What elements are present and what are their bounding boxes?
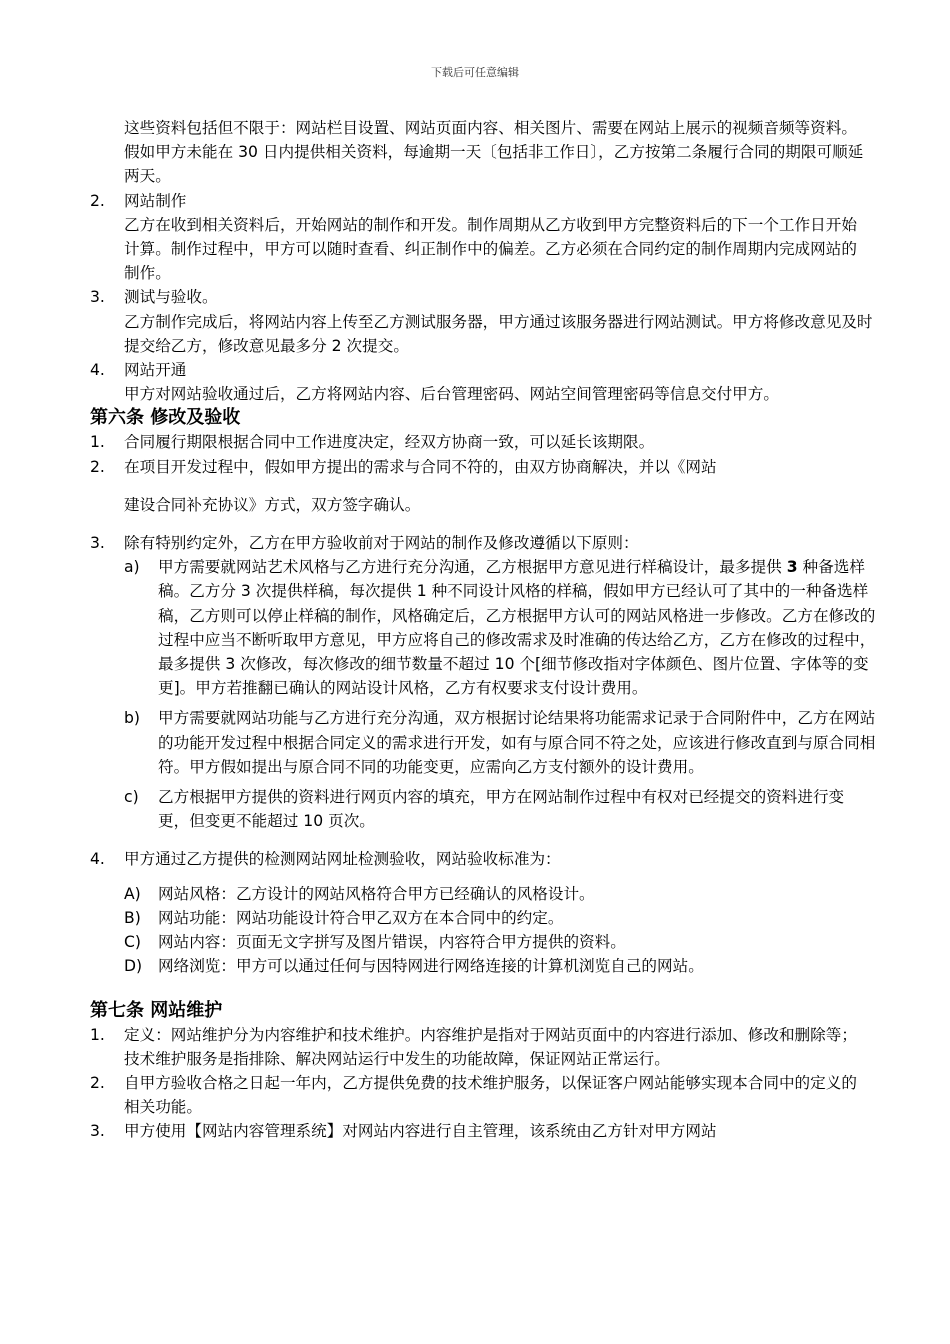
section-6-heading: 第六条 修改及验收 [90, 407, 241, 429]
step-4 [90, 358, 880, 406]
step-body: 乙方制作完成后，将网站内容上传至乙方测试服务器，甲方通过该服务器进行网站测试。甲方将修改意见及时提交给乙方，修改意见最多分 2 次提交。 [124, 312, 873, 355]
criterion-c: C) 网站内容：页面无文字拼写及图片错误，内容符合甲方提供的资料。 [124, 933, 626, 952]
step-body: 乙方在收到相关资料后，开始网站的制作和开发。制作周期从乙方收到甲方完整资料后的下一个工作日开始计算。制作过程中，甲方可以随时查看、纠正制作中的偏差。乙方必须在合同约定的制作周期内完成网站的制作。 [124, 215, 857, 283]
criterion-d: D) 网络浏览：甲方可以通过任何与因特网进行网络连接的计算机浏览自己的网站。 [124, 957, 704, 976]
step-number: 4. [90, 361, 105, 380]
criterion-a: A) 网站风格：乙方设计的网站风格符合甲方已经确认的风格设计。 [124, 884, 595, 903]
intro-paragraph: 这些资料包括但不限于：网站栏目设置、网站页面内容、相关图片、需要在网站上展示的视频音频等资料。假如甲方未能在 30 日内提供相关资料，每逾期一天〔包括非工作日〕，乙方按第二条履行合同的期限可顺延两天。 [124, 119, 864, 186]
acceptance-criteria-list [90, 882, 880, 979]
section-7-item-3: 3. 甲方使用【网站内容管理系统】对网站内容进行自主管理，该系统由乙方针对甲方网站 [90, 1122, 717, 1141]
page-header: 下载后可任意编辑 [431, 66, 519, 79]
step-title: 测试与验收。 [124, 288, 218, 307]
section-6-item-4: 4. 甲方通过乙方提供的检测网站网址检测验收，网站验收标准为： [90, 850, 561, 869]
principle-a: a) 甲方需要就网站艺术风格与乙方进行充分沟通，乙方根据甲方意见进行样稿设计，最多提供 3 种备选样稿。乙方分 3 次提供样稿，每次提供 1 种不同设计风格的样稿，假如甲方已经认可了其中的一种备选样稿，乙方则可以停止样稿的制作，风格确定后，乙方根据甲方认可的网站风格进一步修改。乙方在修改的过程中应当不断听取甲方意见，甲方应将自己的修改需求及时准确的传达给乙方，乙方在修改的过程中，最多提供 3 次修改，每次修改的细节数量不超过 10 个[细节修改指对字体颜色、图片位置、字体等的变更]。甲方若推翻已确认的网站设计风格，乙方有权要求支付设计费用。 [124, 558, 876, 698]
section-7-item-2: 2. 自甲方验收合格之日起一年内，乙方提供免费的技术维护服务，以保证客户网站能够实现本合同中的定义的相关功能。 [90, 1073, 857, 1117]
section-6-item-2-continued: 建设合同补充协议》方式，双方签字确认。 [124, 495, 421, 514]
section-7-item-1: 1. 定义：网站维护分为内容维护和技术维护。内容维护是指对于网站页面中的内容进行添加、修改和删除等；技术维护服务是指排除、解决网站运行中发生的功能故障，保证网站正常运行。 [90, 1025, 857, 1068]
criterion-b: B) 网站功能：网站功能设计符合甲乙双方在本合同中的约定。 [124, 908, 564, 927]
step-number: 2. [90, 191, 105, 210]
step-number: 3. [90, 288, 105, 307]
principle-b: b) 甲方需要就网站功能与乙方进行充分沟通，双方根据讨论结果将功能需求记录于合同附件中，乙方在网站的功能开发过程中根据合同定义的需求进行开发，如有与原合同不符之处，应该进行修改直到与原合同相符。甲方假如提出与原合同不同的功能变更，应需向乙方支付额外的设计费用。 [124, 709, 876, 776]
step-2 [90, 189, 880, 286]
section-6-item-3: 3. 除有特别约定外，乙方在甲方验收前对于网站的制作及修改遵循以下原则： [90, 534, 639, 553]
section-6-item-2: 2. 在项目开发过程中，假如甲方提出的需求与合同不符的，由双方协商解决，并以《网站 [90, 457, 717, 476]
step-title: 网站开通 [124, 361, 187, 380]
step-title: 网站制作 [124, 191, 187, 210]
principle-c: c) 乙方根据甲方提供的资料进行网页内容的填充，甲方在网站制作过程中有权对已经提交的资料进行变更，但变更不能超过 10 页次。 [124, 788, 845, 831]
section-7-heading: 第七条 网站维护 [90, 999, 223, 1021]
step-body: 甲方对网站验收通过后，乙方将网站内容、后台管理密码、网站空间管理密码等信息交付甲方。 [124, 385, 779, 404]
section-6-item-1: 1. 合同履行期限根据合同中工作进度决定，经双方协商一致，可以延长该期限。 [90, 433, 655, 452]
step-3 [90, 285, 880, 358]
document-body [90, 116, 880, 1144]
